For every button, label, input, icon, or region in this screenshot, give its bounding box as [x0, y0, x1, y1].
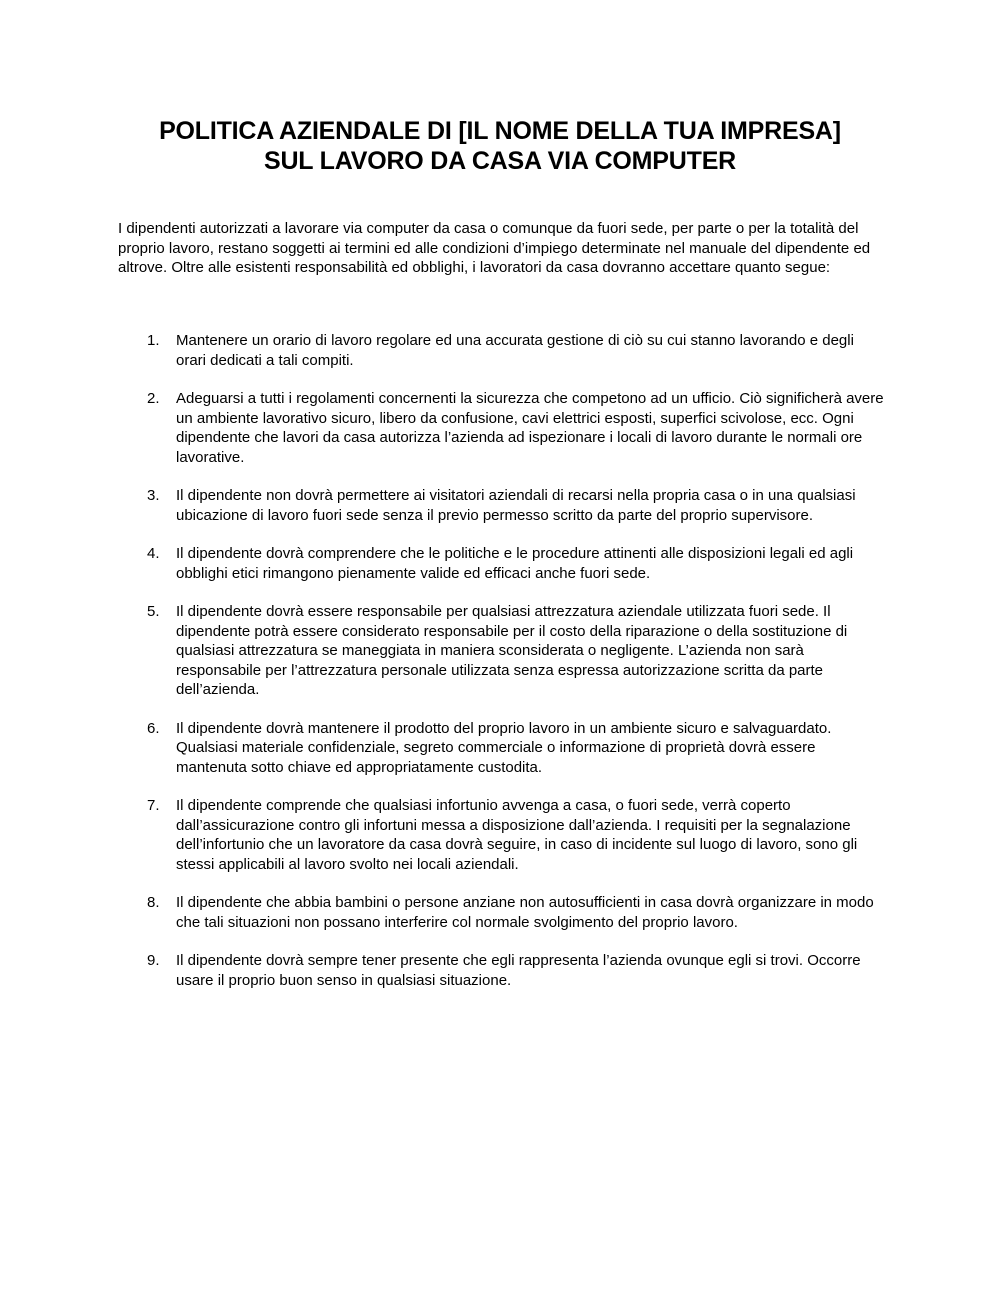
list-item-text: Mantenere un orario di lavoro regolare ed una accurata gestione di ciò su cui stanno lavorando e degli orari dedicati a tali compiti. — [176, 332, 854, 369]
list-item — [118, 389, 888, 467]
list-item-text: Adeguarsi a tutti i regolamenti concernenti la sicurezza che competono ad un ufficio. Ciò significherà avere un ambiente lavorativo sicuro, libero da confusione, cavi elettrici esposti, superfici scivolose, ecc. Ogni dipendente che lavori da casa autorizza l’azienda ad ispezionare i locali di lavoro durante le normali ore lavorative. — [176, 390, 884, 466]
list-item-number: 1. — [147, 332, 160, 349]
list-item-number: 5. — [147, 603, 160, 620]
list-item-text: Il dipendente che abbia bambini o persone anziane non autosufficienti in casa dovrà organizzare in modo che tali situazioni non possano interferire col normale svolgimento del proprio lavoro. — [176, 894, 874, 931]
list-item-text: Il dipendente dovrà sempre tener presente che egli rappresenta l’azienda ovunque egli si trovi. Occorre usare il proprio buon senso in qualsiasi situazione. — [176, 952, 861, 989]
list-item — [118, 544, 888, 583]
list-item-number: 4. — [147, 545, 160, 562]
intro-paragraph: I dipendenti autorizzati a lavorare via computer da casa o comunque da fuori sede, per parte o per la totalità del proprio lavoro, restano soggetti ai termini ed alle condizioni d’impiego determinate nel manuale del dipendente ed altrove. Oltre alle esistenti responsabilità ed obblighi, i lavoratori da casa dovranno accettare quanto segue: — [118, 220, 871, 276]
list-item — [118, 796, 888, 874]
list-item-text: Il dipendente dovrà mantenere il prodotto del proprio lavoro in un ambiente sicuro e salvaguardato. Qualsiasi materiale confidenziale, segreto commerciale o informazione di proprietà dovrà essere mantenuta sotto chiave ed appropriatamente custodita. — [176, 719, 832, 776]
list-item-text: Il dipendente dovrà comprendere che le politiche e le procedure attinenti alle disposizioni legali ed agli obblighi etici rimangono pienamente valide ed efficaci anche fuori sede. — [176, 545, 854, 582]
title-line-2: SUL LAVORO DA CASA VIA COMPUTER — [263, 147, 737, 175]
list-item-text: Il dipendente comprende che qualsiasi infortunio avvenga a casa, o fuori sede, verrà coperto dall’assicurazione contro gli infortuni messa a disposizione dall’azienda. I requisiti per la segnalazione dell’infortunio che un lavoratore da casa dovrà seguire, in caso di incidente sul luogo di lavoro, sono gli stessi applicabili al lavoro svolto nei locali aziendali. — [176, 797, 858, 873]
list-item — [118, 719, 888, 778]
list-item-number: 7. — [147, 797, 160, 814]
list-item — [118, 486, 888, 525]
list-item-number: 3. — [147, 487, 160, 504]
list-item-number: 8. — [147, 894, 160, 911]
list-item — [118, 331, 888, 370]
list-item-text: Il dipendente dovrà essere responsabile per qualsiasi attrezzatura aziendale utilizzata fuori sede. Il dipendente potrà essere considerato responsabile per il costo della riparazione o della sostituzione di qualsiasi attrezzatura se maneggiata in maniera sconsiderata o negligente. L’azienda non sarà responsabile per l’attrezzatura personale utilizzata senza espressa autorizzazione scritta da parte dell’azienda. — [176, 603, 848, 698]
document-title — [100, 116, 900, 176]
list-item — [118, 602, 888, 700]
list-item-text: Il dipendente non dovrà permettere ai visitatori aziendali di recarsi nella propria casa o in una qualsiasi ubicazione di lavoro fuori sede senza il previo permesso scritto da parte del proprio supervisore. — [176, 487, 856, 524]
list-item-number: 2. — [147, 390, 160, 407]
list-item-number: 9. — [147, 952, 160, 969]
list-item-number: 6. — [147, 719, 160, 737]
policy-list — [118, 331, 888, 1009]
list-item — [118, 951, 888, 990]
list-item — [118, 893, 888, 932]
title-line-1: POLITICA AZIENDALE DI [IL NOME DELLA TUA IMPRESA] — [159, 117, 841, 145]
